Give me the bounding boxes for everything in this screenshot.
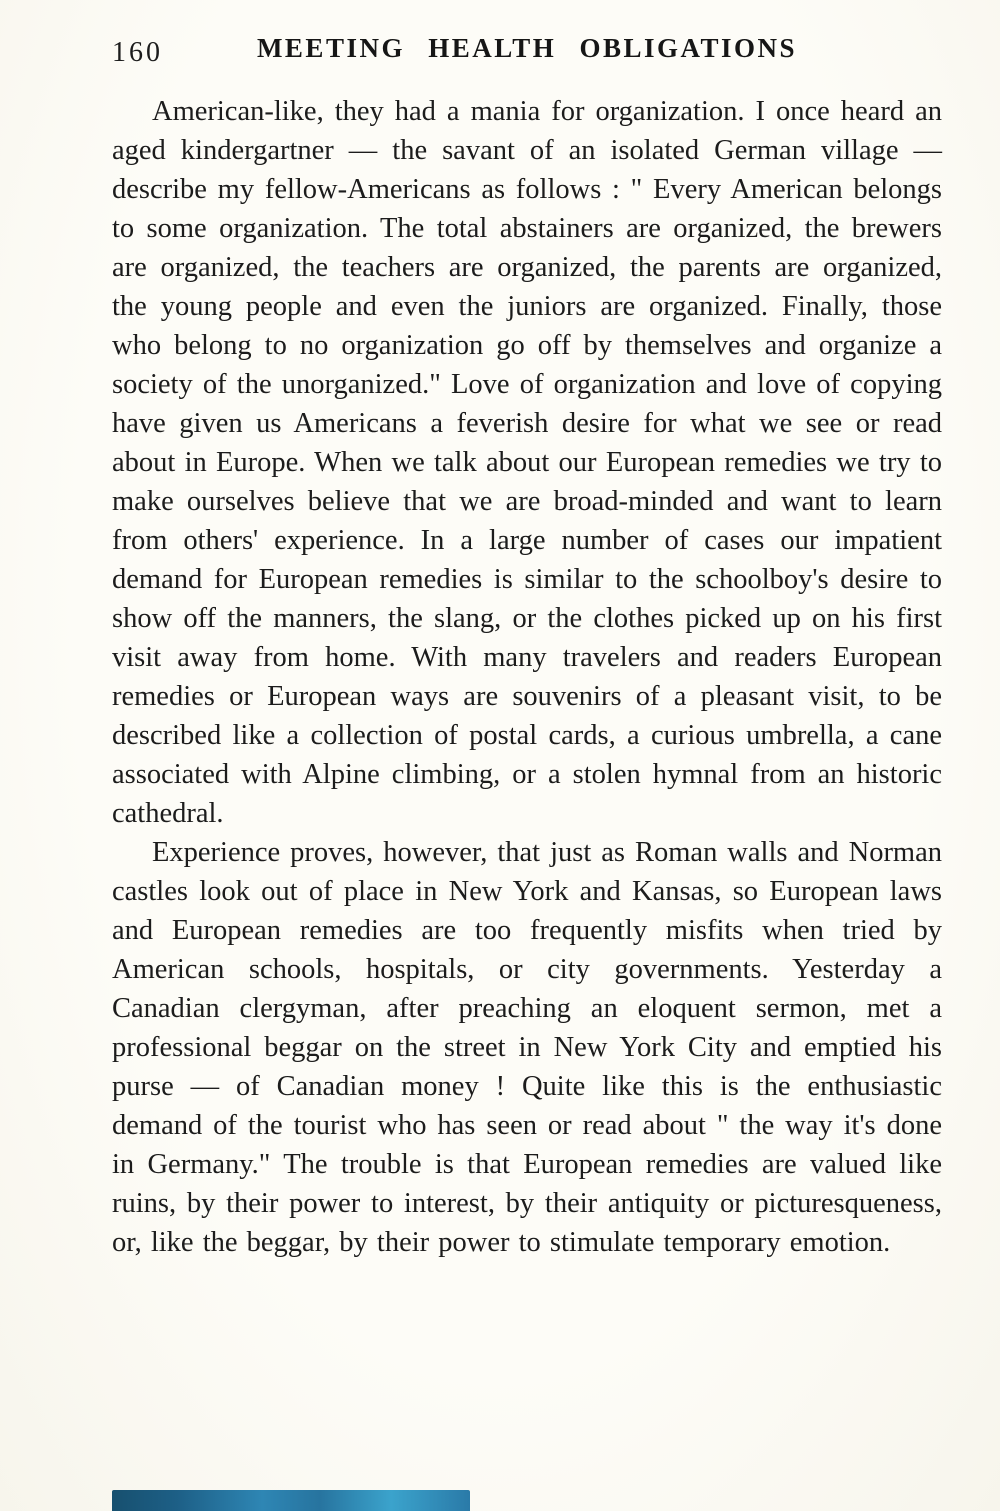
page-number: 160 xyxy=(112,37,163,68)
page-header xyxy=(112,30,942,78)
scan-artifact-bar xyxy=(112,1490,470,1511)
running-title: MEETING HEALTH OBLIGATIONS xyxy=(256,33,798,63)
text-block xyxy=(112,92,942,1262)
paragraph-2: Experience proves, however, that just as Roman walls and Norman castles look out of place in New York and Kansas, so European laws and European remedies are too frequently misfits when tried by American schools, hospitals, or city governments. Yesterday a Canadian clergyman, after preaching an eloquent sermon, met a professional beggar on the street in New York City and emptied his purse — of Canadian money ! Quite like this is the enthusiastic demand of the tourist who has seen or read about " the way it's done in Germany." The trouble is that European remedies are valued like ruins, by their power to interest, by their antiquity or picturesqueness, or, like the beggar, by their power to stimulate temporary emotion. xyxy=(112,837,942,1258)
paragraph-1: American-like, they had a mania for organization. I once heard an aged kindergartner — the savant of an isolated German village — describe my fellow-Americans as follows : " Every American belongs to some organization. The total abstainers are organized, the brewers are organized, the teachers are organized, the parents are organized, the young people and even the juniors are organized. Finally, those who belong to no organization go off by themselves and organize a society of the unorganized." Love of organization and love of copying have given us Americans a feverish desire for what we see or read about in Europe. When we talk about our European remedies we try to make ourselves believe that we are broad-minded and want to learn from others' experience. In a large number of cases our impatient demand for European remedies is similar to the schoolboy's desire to show off the manners, the slang, or the clothes picked up on his first visit away from home. With many travelers and readers European remedies or European ways are souvenirs of a pleasant visit, to be described like a collection of postal cards, a curious umbrella, a cane associated with Alpine climbing, or a stolen hymnal from an historic cathedral. xyxy=(112,96,942,829)
